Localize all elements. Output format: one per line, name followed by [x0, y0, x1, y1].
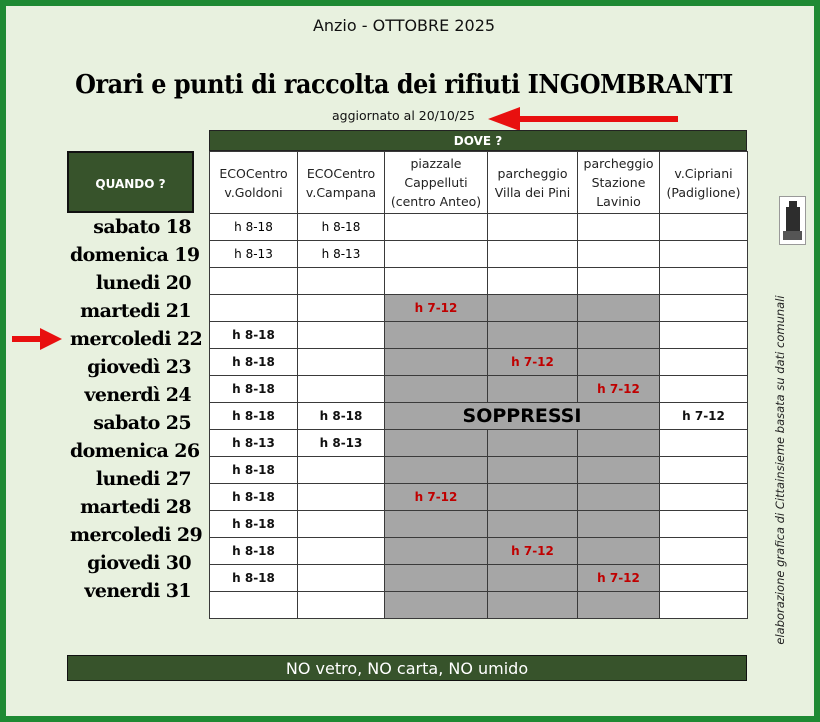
table-cell [578, 538, 660, 565]
column-header-campana: ECOCentro v.Campana [298, 152, 385, 214]
table-cell [488, 565, 578, 592]
table-cell: h 7-12 [488, 349, 578, 376]
table-cell: h 8-18 [210, 376, 298, 403]
table-cell [660, 592, 748, 619]
column-header-stazione-lavinio: parcheggio Stazione Lavinio [578, 152, 660, 214]
table-cell: h 7-12 [660, 403, 748, 430]
table-row [210, 430, 748, 457]
table-cell [578, 295, 660, 322]
page-title: Orari e punti di raccolta dei rifiuti INGOMBRANTI [75, 70, 733, 100]
table-cell [488, 592, 578, 619]
table-cell [660, 322, 748, 349]
table-cell [210, 592, 298, 619]
table-row [210, 349, 748, 376]
table-cell [578, 322, 660, 349]
table-cell [488, 214, 578, 241]
table-cell [488, 241, 578, 268]
location-header-row [210, 152, 748, 214]
table-cell [298, 349, 385, 376]
day-label: giovedi 30 [87, 552, 191, 574]
suppressed-cell: SOPPRESSI [385, 403, 660, 430]
table-cell [298, 484, 385, 511]
table-row [210, 403, 748, 430]
table-cell [660, 268, 748, 295]
footer-note: NO vetro, NO carta, NO umido [67, 655, 747, 681]
table-cell: h 8-18 [210, 322, 298, 349]
month-subtitle: Anzio - OTTOBRE 2025 [312, 16, 496, 35]
table-cell [578, 430, 660, 457]
table-cell [660, 214, 748, 241]
column-header-cappelluti: piazzale Cappelluti (centro Anteo) [385, 152, 488, 214]
where-header: DOVE ? [209, 130, 747, 151]
updated-arrow-icon [488, 106, 680, 132]
day-label: martedi 28 [80, 496, 191, 518]
table-cell: h 8-13 [210, 241, 298, 268]
column-header-goldoni: ECOCentro v.Goldoni [210, 152, 298, 214]
table-cell [578, 214, 660, 241]
day-label: lunedi 20 [95, 272, 191, 294]
cittainsieme-logo [779, 196, 806, 245]
table-cell [578, 592, 660, 619]
table-cell [578, 241, 660, 268]
table-cell [385, 322, 488, 349]
table-row [210, 268, 748, 295]
table-row [210, 322, 748, 349]
table-row [210, 592, 748, 619]
table-cell: h 8-18 [210, 538, 298, 565]
table-cell: h 8-18 [298, 403, 385, 430]
table-cell [385, 241, 488, 268]
table-cell: h 8-18 [210, 484, 298, 511]
table-cell [298, 457, 385, 484]
table-cell [578, 484, 660, 511]
table-cell [298, 511, 385, 538]
table-cell [385, 268, 488, 295]
table-cell [578, 349, 660, 376]
day-label: giovedì 23 [87, 356, 191, 378]
table-cell: h 8-18 [210, 511, 298, 538]
table-cell [660, 484, 748, 511]
table-cell: h 8-13 [210, 430, 298, 457]
table-cell [488, 322, 578, 349]
table-cell: h 8-18 [210, 214, 298, 241]
table-cell [298, 322, 385, 349]
table-cell [385, 430, 488, 457]
table-cell [385, 565, 488, 592]
table-cell [298, 565, 385, 592]
when-header: QUANDO ? [67, 151, 194, 213]
table-cell [488, 295, 578, 322]
table-row [210, 376, 748, 403]
table-cell [578, 457, 660, 484]
table-row [210, 538, 748, 565]
table-cell [660, 241, 748, 268]
table-cell [660, 295, 748, 322]
table-cell [385, 214, 488, 241]
table-cell [385, 376, 488, 403]
table-cell [385, 349, 488, 376]
day-label: venerdi 31 [84, 580, 191, 602]
side-credit: elaborazione grafica di Cittainsieme basata su dati comunali [773, 295, 787, 645]
table-cell [660, 376, 748, 403]
table-row [210, 511, 748, 538]
table-cell: h 8-18 [210, 565, 298, 592]
table-cell: h 7-12 [385, 484, 488, 511]
table-cell [578, 268, 660, 295]
day-label: domenica 26 [70, 440, 200, 462]
table-cell [488, 268, 578, 295]
table-cell [298, 295, 385, 322]
table-row [210, 457, 748, 484]
table-cell: h 8-18 [210, 349, 298, 376]
day-label: domenica 19 [70, 244, 200, 266]
day-list [70, 213, 203, 605]
table-cell: h 7-12 [578, 565, 660, 592]
table-cell [298, 538, 385, 565]
table-cell: h 8-13 [298, 241, 385, 268]
table-cell [298, 376, 385, 403]
table-cell [298, 268, 385, 295]
day-label: venerdì 24 [84, 384, 191, 406]
table-cell: h 7-12 [385, 295, 488, 322]
table-cell [660, 538, 748, 565]
table-row [210, 214, 748, 241]
table-cell [488, 376, 578, 403]
table-cell [660, 457, 748, 484]
table-row [210, 565, 748, 592]
table-cell [385, 457, 488, 484]
table-cell [210, 295, 298, 322]
table-cell [488, 484, 578, 511]
day-label: lunedi 27 [95, 468, 191, 490]
table-cell [385, 511, 488, 538]
table-cell [660, 349, 748, 376]
day-label: sabato 25 [93, 412, 191, 434]
table-cell [298, 592, 385, 619]
table-cell [210, 268, 298, 295]
day-label: martedi 21 [80, 300, 191, 322]
day-label: sabato 18 [93, 216, 191, 238]
table-cell [488, 457, 578, 484]
table-cell [488, 430, 578, 457]
table-cell: h 7-12 [488, 538, 578, 565]
column-header-villa-dei-pini: parcheggio Villa dei Pini [488, 152, 578, 214]
table-row [210, 241, 748, 268]
table-cell [660, 430, 748, 457]
table-cell [385, 592, 488, 619]
schedule-table [209, 151, 748, 619]
day-label: mercoledi 29 [70, 524, 203, 546]
table-cell: h 8-18 [210, 457, 298, 484]
column-header-cipriani: v.Cipriani (Padiglione) [660, 152, 748, 214]
table-cell [488, 511, 578, 538]
table-cell: h 8-18 [210, 403, 298, 430]
updated-date: aggiornato al 20/10/25 [332, 108, 475, 123]
table-row [210, 484, 748, 511]
table-cell [578, 511, 660, 538]
table-cell [385, 538, 488, 565]
table-cell [660, 565, 748, 592]
table-row [210, 295, 748, 322]
today-arrow-icon [12, 328, 62, 350]
day-label: mercoledi 22 [70, 328, 203, 350]
table-cell: h 7-12 [578, 376, 660, 403]
table-cell: h 8-18 [298, 214, 385, 241]
table-cell: h 8-13 [298, 430, 385, 457]
table-cell [660, 511, 748, 538]
